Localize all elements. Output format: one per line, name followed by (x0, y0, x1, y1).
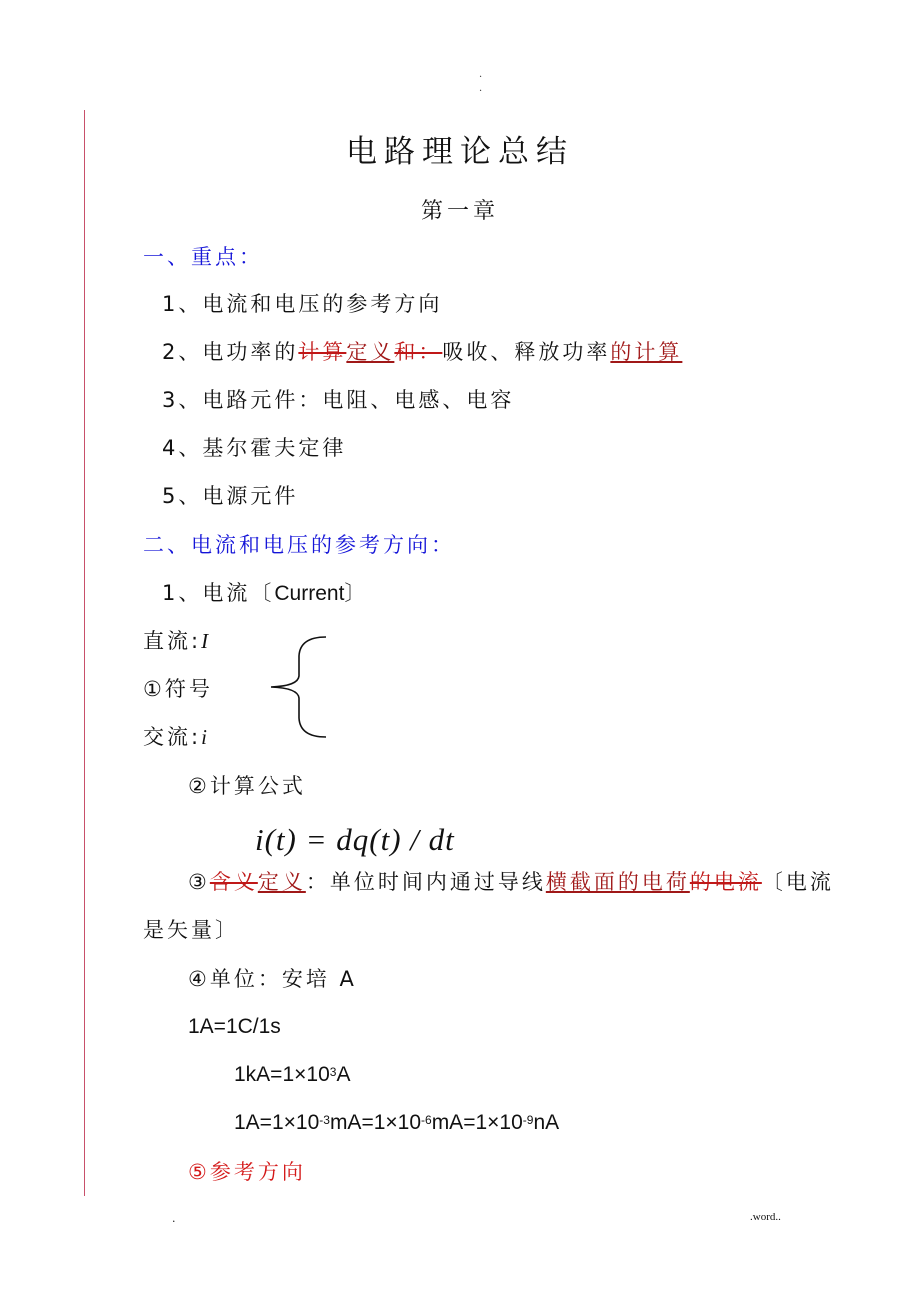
footer-right-mark: .word.. (750, 1211, 781, 1223)
header-dot: · (479, 86, 483, 97)
list-item: 4、基尔霍夫定律 (162, 436, 347, 460)
inserted-text: 横截面的电荷 (545, 870, 690, 894)
reference-direction-label: ⑤参考方向 (188, 1160, 306, 1184)
dc-label-text: 直流: (143, 629, 202, 653)
subsection-current (162, 578, 368, 609)
footer-left-mark: . (172, 1212, 176, 1225)
definition-number: ③ (188, 870, 210, 894)
unit-equation (234, 1108, 559, 1138)
list-item: 1、电流和电压的参考方向 (162, 292, 443, 316)
eq-text: nA (533, 1111, 560, 1134)
inserted-text: 的计算 (610, 340, 683, 364)
eq-exponent: -9 (522, 1113, 534, 1127)
list-item (162, 337, 682, 367)
label-text: 1、电流〔 (162, 581, 275, 605)
inserted-text: 定义 (257, 870, 306, 894)
list-item-text: 吸收、释放功率 (442, 340, 611, 364)
dc-symbol: I (201, 629, 212, 653)
formula-label: ②计算公式 (188, 774, 306, 798)
eq-text: A (336, 1063, 351, 1086)
eq-text: mA=1×10 (329, 1111, 422, 1134)
ac-label-text: 交流: (143, 725, 202, 749)
header-dot: · (479, 72, 483, 83)
dc-label (143, 626, 211, 656)
eq-exponent: -6 (421, 1113, 432, 1127)
list-item: 3、电路元件：电阻、电感、电容 (162, 388, 515, 412)
list-item-text: 2、电功率的 (162, 340, 299, 364)
margin-line (84, 110, 85, 1196)
eq-exponent: -3 (319, 1113, 330, 1127)
section-heading-reference-direction: 二、电流和电压的参考方向： (143, 533, 455, 557)
ac-label (143, 722, 210, 752)
deleted-text: 含义 (209, 870, 258, 894)
symbol-label: ①符号 (143, 677, 213, 701)
eq-exponent: 3 (329, 1065, 337, 1079)
inserted-text: 定义 (346, 340, 395, 364)
eq-text: 1A=1×10 (234, 1111, 320, 1134)
chapter-heading: 第一章 (420, 199, 499, 224)
definition-text: ：单位时间内通过导线 (305, 870, 546, 894)
unit-equation: 1A=1C/1s (188, 1015, 281, 1038)
eq-text: mA=1×10 (431, 1111, 523, 1134)
definition-text: 〔电流 (761, 870, 834, 894)
page-title: 电路理论总结 (346, 134, 574, 170)
label-text: 〕 (344, 581, 369, 605)
label-en: Current (274, 582, 345, 605)
curly-brace-icon (266, 634, 330, 740)
ac-symbol: i (201, 725, 210, 749)
definition-line (188, 867, 834, 897)
deleted-text: 的电流 (689, 870, 762, 894)
section-heading-key-points: 一、重点： (143, 245, 263, 269)
definition-line-2: 是矢量〕 (143, 918, 239, 942)
list-item: 5、电源元件 (162, 484, 299, 508)
unit-equation (234, 1060, 350, 1090)
deleted-text: 计算 (298, 340, 347, 364)
deleted-text: 和： (394, 340, 443, 364)
eq-text: 1kA=1×10 (234, 1063, 330, 1086)
unit-label: ④单位：安培 A (188, 967, 357, 991)
current-formula: i(t) = dq(t) / dt (255, 822, 455, 857)
